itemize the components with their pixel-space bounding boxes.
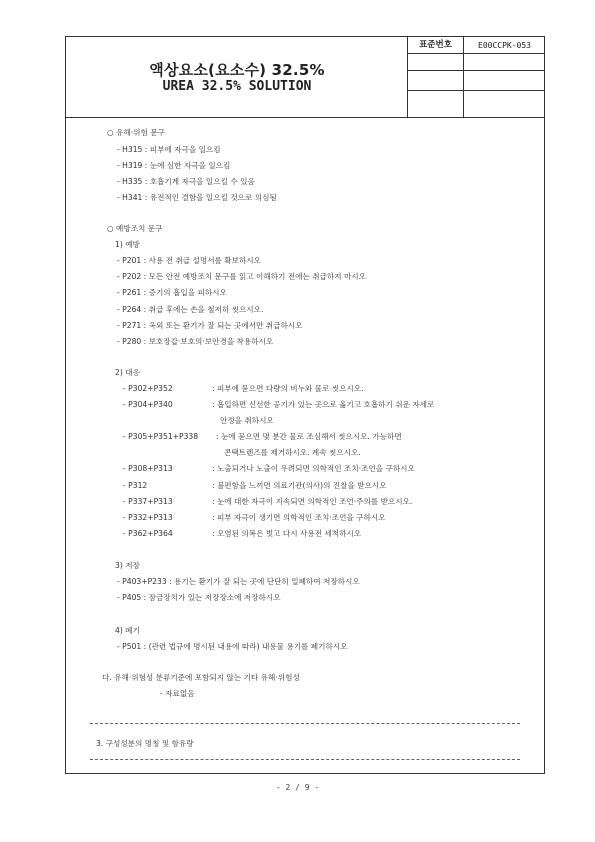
section-divider-bottom [90, 759, 520, 760]
document-header [65, 36, 545, 118]
meta-empty-value [464, 54, 545, 70]
prevention-item: - P280 : 보호장갑·보호의·보안경을 착용하시오 [117, 337, 274, 346]
response-text: : 오염된 의복은 벗고 다시 사용전 세척하시오 [212, 529, 362, 538]
section3-heading: 3. 구성성분의 명칭 및 함유량 [96, 739, 194, 748]
prevention-item: - P261 : 증기의 흡입을 피하시오 [117, 288, 227, 297]
hazard-statements-heading: ○ 유해·위험 문구 [107, 128, 165, 137]
page-number: - 2 / 9 - [275, 783, 320, 792]
response-code: - P304+P340 [123, 400, 173, 409]
response-text-continued: 안정을 취하시오 [220, 416, 274, 425]
prevention-item: - P264 : 취급 후에는 손을 철저히 씻으시오. [117, 305, 264, 314]
meta-row-empty-3 [408, 91, 545, 117]
hazard-statement-item: - H319 : 눈에 심한 자극을 일으킴 [117, 161, 231, 170]
meta-grid [408, 37, 545, 117]
meta-row-standard-number [408, 37, 545, 54]
meta-empty-label [408, 54, 464, 70]
response-code: - P362+P364 [123, 529, 173, 538]
response-code: - P308+P313 [123, 464, 173, 473]
prevention-heading: 1) 예방 [115, 240, 140, 249]
precaution-heading: ○ 예방조치 문구 [107, 224, 163, 233]
storage-item: - P403+P233 : 용기는 환기가 잘 되는 곳에 단단히 밀폐하여 저장하시오 [117, 577, 360, 586]
meta-empty-label [408, 71, 464, 90]
response-code: - P302+P352 [123, 384, 173, 393]
standard-number-value: E00CCPK-053 [478, 41, 531, 50]
other-hazards-value: - 자료없음 [160, 689, 195, 698]
meta-empty-value [464, 71, 545, 90]
response-code: - P332+P313 [123, 513, 173, 522]
response-text: : 흡입하면 신선한 공기가 있는 곳으로 옮기고 호흡하기 쉬운 자세로 [212, 400, 435, 409]
hazard-statement-item: - H335 : 호흡기계 자극을 일으킬 수 있음 [117, 177, 255, 186]
meta-empty-label [408, 91, 464, 117]
response-text: : 노출되거나 노출이 우려되면 의학적인 조치·조언을 구하시오 [212, 464, 415, 473]
response-code: - P337+P313 [123, 497, 173, 506]
disposal-item: - P501 : (관련 법규에 명시된 내용에 따라) 내용물 용기를 폐기하시오 [117, 642, 348, 651]
hazard-statement-item: - H341 : 유전적인 결함을 일으킬 것으로 의심됨 [117, 193, 277, 202]
response-text: : 불편함을 느끼면 의료기관(의사)의 진찰을 받으시오 [212, 481, 387, 490]
meta-empty-value [464, 91, 545, 117]
title-cell [66, 37, 408, 117]
disposal-heading: 4) 폐기 [115, 626, 140, 635]
response-text-continued: 콘택트렌즈를 제거하시오. 계속 씻으시오. [224, 448, 361, 457]
meta-row-empty-1 [408, 54, 545, 71]
prevention-item: - P201 : 사용 전 취급 설명서를 확보하시오 [117, 256, 261, 265]
prevention-item: - P202 : 모든 안전 예방조치 문구를 읽고 이해하기 전에는 취급하지 마시오 [117, 272, 366, 281]
standard-number-label: 표준번호 [408, 37, 464, 53]
other-hazards-heading: 다. 유해·위험성 분류기준에 포함되지 않는 기타 유해·위험성 [102, 673, 300, 682]
response-text: : 눈에 묻으면 몇 분간 물로 조심해서 씻으시오. 가능하면 [216, 432, 402, 441]
response-code: - P312 [123, 481, 148, 490]
hazard-statement-item: - H315 : 피부에 자극을 일으킴 [117, 145, 221, 154]
response-text: : 눈에 대한 자극이 지속되면 의학적인 조언·주의를 받으시오. [212, 497, 413, 506]
response-text: : 피부에 묻으면 다량의 비누와 물로 씻으시오. [212, 384, 364, 393]
title-english: UREA 32.5% SOLUTION [162, 79, 312, 94]
storage-item: - P405 : 잠금장치가 있는 저장장소에 저장하시오 [117, 593, 281, 602]
response-text: : 피부 자극이 생기면 의학적인 조치·조언을 구하시오 [212, 513, 386, 522]
meta-row-empty-2 [408, 71, 545, 91]
response-code: - P305+P351+P338 [123, 432, 199, 441]
prevention-item: - P271 : 옥외 또는 환기가 잘 되는 곳에서만 취급하시오 [117, 321, 303, 330]
storage-heading: 3) 저장 [115, 561, 140, 570]
section-divider-top [90, 723, 520, 724]
response-heading: 2) 대응 [115, 368, 140, 377]
title-korean: 액상요소(요소수) 32.5% [149, 61, 325, 79]
